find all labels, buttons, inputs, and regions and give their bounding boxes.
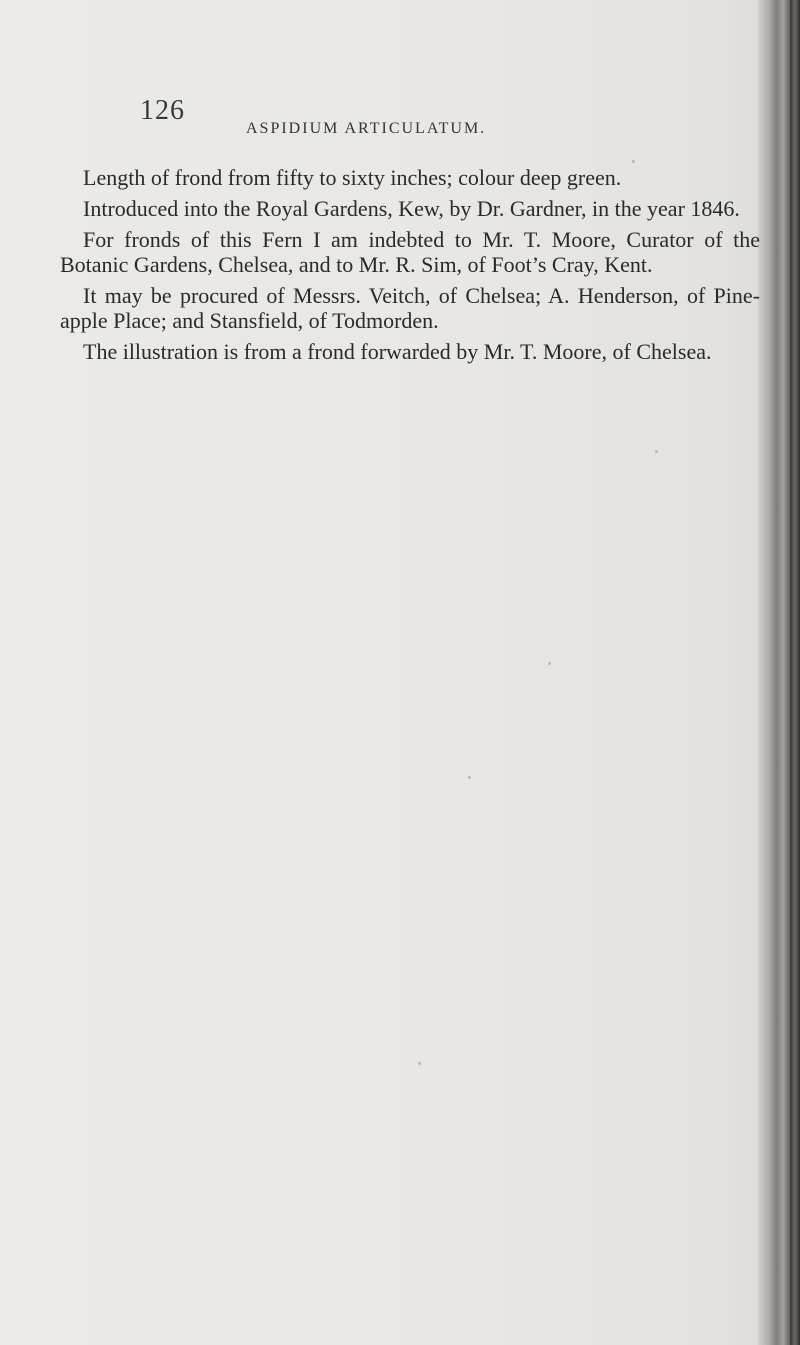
page-number: 126 <box>140 95 185 126</box>
book-binding-edge <box>790 0 800 1345</box>
paper-speck <box>418 1062 421 1065</box>
paragraph-illustration: The illustration is from a frond forwarded by Mr. T. Moore, of Chelsea. <box>83 339 712 364</box>
paragraph-acknowledgement: For fronds of this Fern I am indebted to Mr. T. Moore, Curator of the Botanic Gardens, Chelsea, and to Mr. R. Sim, of Foot’s Cray, Kent. <box>60 227 760 277</box>
paper-speck <box>548 662 551 665</box>
body-text <box>60 165 760 364</box>
paper-speck <box>632 160 635 163</box>
paper-speck <box>655 450 658 453</box>
paper-speck <box>468 776 471 779</box>
paragraph-procurement: It may be procured of Messrs. Veitch, of Chelsea; A. Henderson, of Pine-apple Place; and Stansfield, of Todmorden. <box>60 283 760 333</box>
paragraph-introduction: Introduced into the Royal Gardens, Kew, by Dr. Gardner, in the year 1846. <box>83 196 740 221</box>
paragraph-frond-length: Length of frond from fifty to sixty inches; colour deep green. <box>83 165 622 190</box>
running-head: ASPIDIUM ARTICULATUM. <box>246 120 487 137</box>
